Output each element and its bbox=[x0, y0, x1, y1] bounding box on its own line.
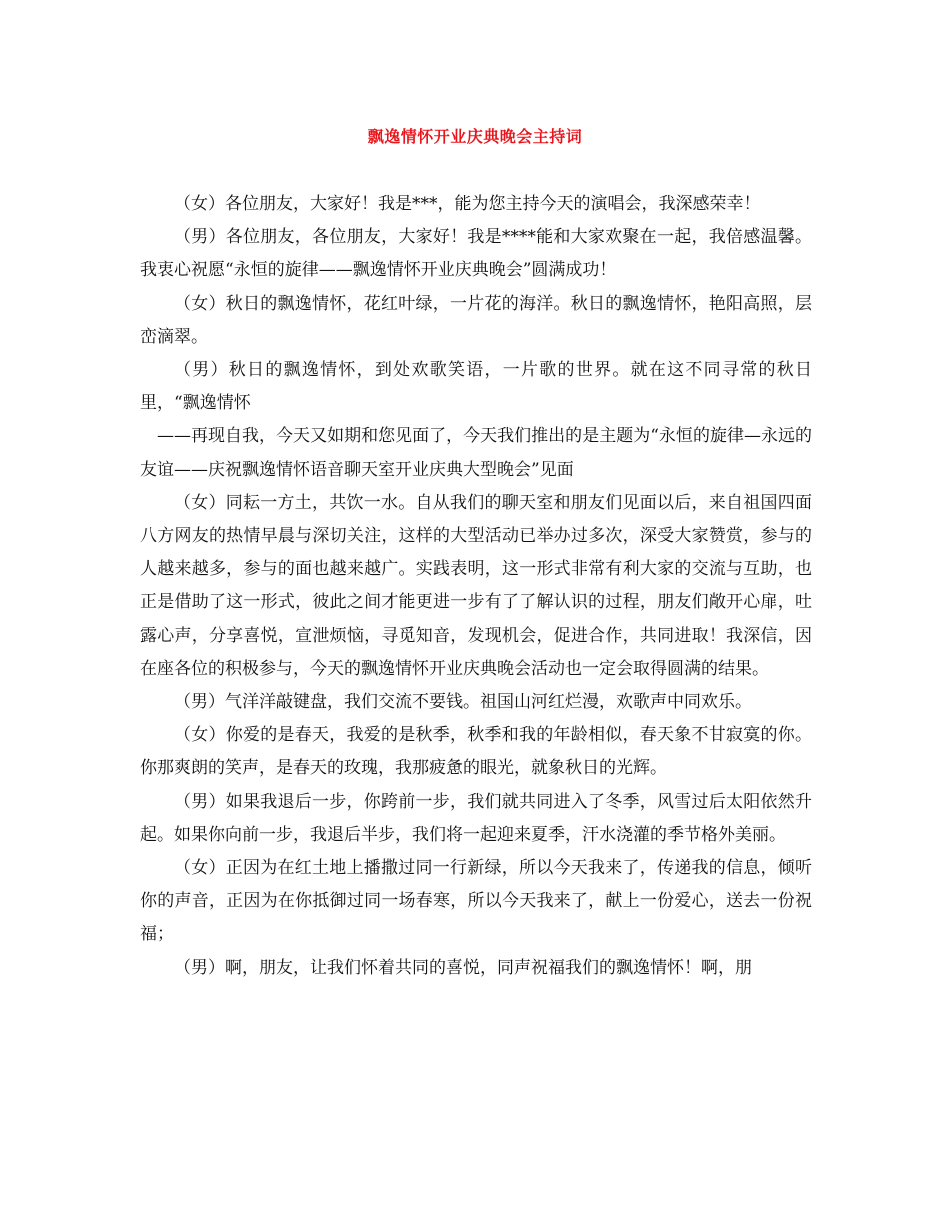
paragraph-7: （男）气洋洋敲键盘，我们交流不要钱。祖国山河红烂漫，欢歌声中同欢乐。 bbox=[174, 692, 752, 713]
document-title: 飘逸情怀开业庆典晚会主持词 bbox=[367, 127, 583, 146]
paragraph-2: （男）各位朋友，各位朋友，大家好！我是****能和大家欢聚在一起，我倍感温馨。我衷心祝愿“永恒的旋律——飘逸情怀开业庆典晚会”圆满成功！ bbox=[140, 227, 812, 281]
paragraph-9: （男）如果我退后一步，你跨前一步，我们就共同进入了冬季，风雪过后太阳依然升起。如果你向前一步，我退后半步，我们将一起迎来夏季，汗水浇灌的季节格外美丽。 bbox=[140, 791, 812, 845]
paragraph-8: （女）你爱的是春天，我爱的是秋季，秋季和我的年龄相似，春天象不甘寂寞的你。你那爽朗的笑声，是春天的玫瑰，我那疲惫的眼光，就象秋日的光辉。 bbox=[140, 725, 812, 779]
paragraph-3: （女）秋日的飘逸情怀，花红叶绿，一片花的海洋。秋日的飘逸情怀，艳阳高照，层峦滴翠。 bbox=[140, 293, 812, 347]
document-body bbox=[140, 188, 812, 985]
paragraph-6: （女）同耘一方土，共饮一水。自从我们的聊天室和朋友们见面以后，来自祖国四面八方网友的热情早晨与深切关注，这样的大型活动已举办过多次，深受大家赞赏，参与的人越来越多，参与的面也越来越广。实践表明，这一形式非常有利大家的交流与互助，也正是借助了这一形式，彼此之间才能更进一步有了了解认识的过程，朋友们敞开心扉，吐露心声，分享喜悦，宣泄烦恼，寻觅知音，发现机会，促进合作，共同进取！我深信，因在座各位的积极参与，今天的飘逸情怀开业庆典晚会活动也一定会取得圆满的结果。 bbox=[140, 492, 812, 679]
paragraph-10: （女）正因为在红土地上播撒过同一行新绿，所以今天我来了，传递我的信息，倾听你的声音，正因为在你抵御过同一场春寒，所以今天我来了，献上一份爱心，送去一份祝福； bbox=[140, 858, 812, 945]
paragraph-1: （女）各位朋友，大家好！我是***，能为您主持今天的演唱会，我深感荣幸！ bbox=[174, 194, 761, 214]
paragraph-11: （男）啊，朋友，让我们怀着共同的喜悦，同声祝福我们的飘逸情怀！啊，朋 bbox=[174, 957, 752, 978]
paragraph-5: ——再现自我，今天又如期和您见面了，今天我们推出的是主题为“永恒的旋律—永远的友谊——庆祝飘逸情怀语音聊天室开业庆典大型晚会”见面 bbox=[140, 426, 812, 480]
paragraph-4: （男）秋日的飘逸情怀，到处欢歌笑语，一片歌的世界。就在这不同寻常的秋日里，“飘逸情怀 bbox=[140, 360, 812, 414]
